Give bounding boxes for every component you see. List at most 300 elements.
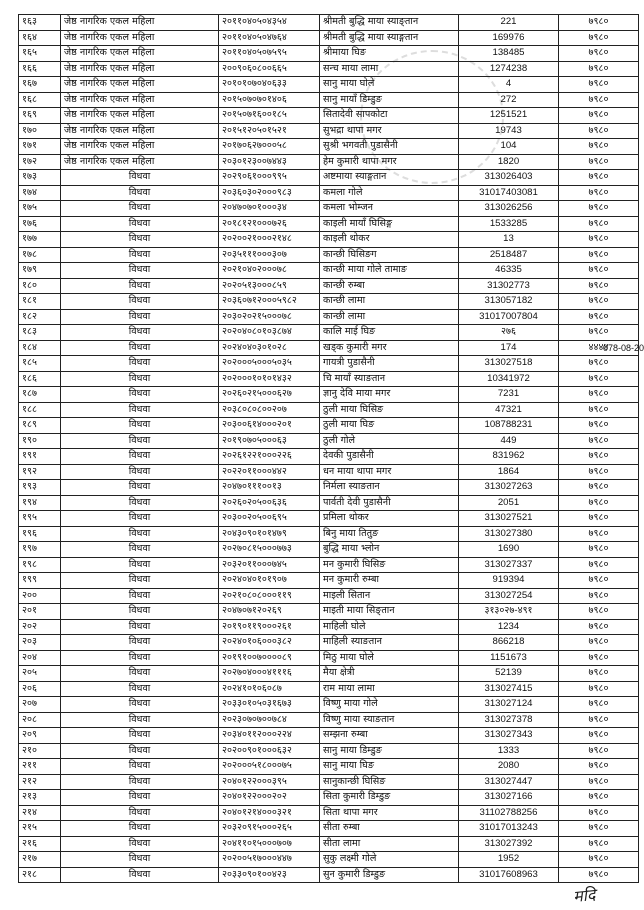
table-row bbox=[19, 123, 639, 139]
table-row bbox=[19, 108, 639, 124]
serial-number-cell: २११ bbox=[19, 759, 61, 775]
beneficiary-name-cell: सितादेवी सापकोटा bbox=[320, 108, 459, 124]
citizenship-number-cell: 47321 bbox=[459, 402, 559, 418]
beneficiary-name-cell: पार्वती देवी पुडासैनी bbox=[320, 495, 459, 511]
amount-cell: ७९८० bbox=[559, 573, 639, 589]
serial-number-cell: १९९ bbox=[19, 573, 61, 589]
identity-number-cell: २०१०१०७०४०६३३ bbox=[219, 77, 320, 93]
identity-number-cell: २०२०४०८०१०३८७४ bbox=[219, 325, 320, 341]
beneficiary-name-cell: देवकी पुडासैनी bbox=[320, 449, 459, 465]
serial-number-cell: १७४ bbox=[19, 185, 61, 201]
amount-cell: ७९८० bbox=[559, 511, 639, 527]
table-row bbox=[19, 139, 639, 155]
category-cell: विधवा bbox=[61, 542, 219, 558]
beneficiary-name-cell: धन माया थापा मगर bbox=[320, 464, 459, 480]
table-row bbox=[19, 309, 639, 325]
beneficiary-name-cell: सानु माया डिम्डुङ bbox=[320, 743, 459, 759]
identity-number-cell: २०११०४०५०४३५४ bbox=[219, 15, 320, 31]
citizenship-number-cell: 449 bbox=[459, 433, 559, 449]
category-cell: विधवा bbox=[61, 433, 219, 449]
table-row bbox=[19, 836, 639, 852]
amount-cell: ७९८० bbox=[559, 278, 639, 294]
identity-number-cell: २०२६०२०५००६३६ bbox=[219, 495, 320, 511]
citizenship-number-cell: 1274238 bbox=[459, 61, 559, 77]
table-row bbox=[19, 790, 639, 806]
amount-cell: ७९८० bbox=[559, 681, 639, 697]
beneficiary-name-cell: राम माया लामा bbox=[320, 681, 459, 697]
serial-number-cell: १८९ bbox=[19, 418, 61, 434]
identity-number-cell: २०४११०१५०००७०७ bbox=[219, 836, 320, 852]
amount-cell: ७९८० bbox=[559, 123, 639, 139]
citizenship-number-cell: 313027124 bbox=[459, 697, 559, 713]
handwritten-signature: मदि bbox=[571, 884, 596, 907]
citizenship-number-cell: 1952 bbox=[459, 852, 559, 868]
table-row bbox=[19, 232, 639, 248]
citizenship-number-cell: 2080 bbox=[459, 759, 559, 775]
beneficiary-name-cell: श्रीमती बुद्धि माया स्याङ्गतान bbox=[320, 30, 459, 46]
category-cell: विधवा bbox=[61, 511, 219, 527]
identity-number-cell: २०३३०१०५०३१६७३ bbox=[219, 697, 320, 713]
citizenship-number-cell: 831962 bbox=[459, 449, 559, 465]
serial-number-cell: १६५ bbox=[19, 46, 61, 62]
beneficiary-name-cell: सानुकान्छी घिसिङ bbox=[320, 774, 459, 790]
citizenship-number-cell: 19743 bbox=[459, 123, 559, 139]
table-row bbox=[19, 278, 639, 294]
amount-cell: ७९८० bbox=[559, 418, 639, 434]
beneficiary-name-cell: मिठु माया घोले bbox=[320, 650, 459, 666]
serial-number-cell: २१८ bbox=[19, 867, 61, 883]
amount-cell: ७९८० bbox=[559, 697, 639, 713]
identity-number-cell: २०२६१२२१०००२२६ bbox=[219, 449, 320, 465]
table-row bbox=[19, 247, 639, 263]
table-row bbox=[19, 30, 639, 46]
citizenship-number-cell: 31102788256 bbox=[459, 805, 559, 821]
citizenship-number-cell: 31302773 bbox=[459, 278, 559, 294]
citizenship-number-cell: 7231 bbox=[459, 387, 559, 403]
beneficiary-name-cell: कान्छी लामा bbox=[320, 309, 459, 325]
amount-cell: ७९८० bbox=[559, 759, 639, 775]
serial-number-cell: १७२ bbox=[19, 154, 61, 170]
category-cell: विधवा bbox=[61, 666, 219, 682]
beneficiary-name-cell: कान्छी माया गोले तामाङ bbox=[320, 263, 459, 279]
beneficiary-name-cell: कमला भोम्जन bbox=[320, 201, 459, 217]
category-cell: विधवा bbox=[61, 340, 219, 356]
citizenship-number-cell: 313027263 bbox=[459, 480, 559, 496]
beneficiary-name-cell: सुभद्रा थापा मगर bbox=[320, 123, 459, 139]
category-cell: विधवा bbox=[61, 325, 219, 341]
table-row bbox=[19, 588, 639, 604]
citizenship-number-cell: 4 bbox=[459, 77, 559, 93]
amount-cell: ७९८० bbox=[559, 309, 639, 325]
citizenship-number-cell: 1333 bbox=[459, 743, 559, 759]
amount-cell: ७९८० bbox=[559, 402, 639, 418]
amount-cell: ७९८० bbox=[559, 588, 639, 604]
identity-number-cell: २०१५१२०५०१५२१ bbox=[219, 123, 320, 139]
amount-cell: ७९८० bbox=[559, 433, 639, 449]
category-cell: विधवा bbox=[61, 418, 219, 434]
beneficiary-name-cell: चि मायाँ स्याङतान bbox=[320, 371, 459, 387]
identity-number-cell: २०१७०६२७०००५८ bbox=[219, 139, 320, 155]
citizenship-number-cell: 272 bbox=[459, 92, 559, 108]
serial-number-cell: १७९ bbox=[19, 263, 61, 279]
table-row bbox=[19, 46, 639, 62]
identity-number-cell: २०२१०४०२०००७८ bbox=[219, 263, 320, 279]
citizenship-number-cell: 1820 bbox=[459, 154, 559, 170]
table-row bbox=[19, 759, 639, 775]
table-row bbox=[19, 294, 639, 310]
serial-number-cell: २०९ bbox=[19, 728, 61, 744]
serial-number-cell: १९४ bbox=[19, 495, 61, 511]
identity-number-cell: २०२००५१७०००४४७ bbox=[219, 852, 320, 868]
table-row bbox=[19, 573, 639, 589]
amount-cell: ७९८० bbox=[559, 557, 639, 573]
table-row bbox=[19, 92, 639, 108]
amount-cell: ७९८० bbox=[559, 356, 639, 372]
table-row bbox=[19, 325, 639, 341]
citizenship-number-cell: 31017007804 bbox=[459, 309, 559, 325]
citizenship-number-cell: 31017608963 bbox=[459, 867, 559, 883]
category-cell: जेष्ठ नागरिक एकल महिला bbox=[61, 30, 219, 46]
amount-cell: ७९८० bbox=[559, 371, 639, 387]
amount-cell: ७९८० bbox=[559, 743, 639, 759]
amount-cell: ७९८० bbox=[559, 790, 639, 806]
identity-number-cell: २०२६०२१५०००६२७ bbox=[219, 387, 320, 403]
identity-number-cell: २०३८०८०८००२०७ bbox=[219, 402, 320, 418]
table-row bbox=[19, 619, 639, 635]
identity-number-cell: २०२०००५१८०००७५ bbox=[219, 759, 320, 775]
category-cell: विधवा bbox=[61, 201, 219, 217]
citizenship-number-cell: 313027166 bbox=[459, 790, 559, 806]
serial-number-cell: २०१ bbox=[19, 604, 61, 620]
citizenship-number-cell: 31017013243 bbox=[459, 821, 559, 837]
identity-number-cell: २०२४०४०३०१०२८ bbox=[219, 340, 320, 356]
amount-cell: ७९८० bbox=[559, 619, 639, 635]
serial-number-cell: २१५ bbox=[19, 821, 61, 837]
category-cell: विधवा bbox=[61, 759, 219, 775]
amount-cell: ७९८० bbox=[559, 294, 639, 310]
identity-number-cell: २०३००२०५००६९५ bbox=[219, 511, 320, 527]
identity-number-cell: २०४७०७०१०००३४ bbox=[219, 201, 320, 217]
category-cell: जेष्ठ नागरिक एकल महिला bbox=[61, 46, 219, 62]
table-row bbox=[19, 480, 639, 496]
amount-cell: ७९८० bbox=[559, 526, 639, 542]
amount-cell: ७९८० bbox=[559, 712, 639, 728]
citizenship-number-cell: 1151673 bbox=[459, 650, 559, 666]
serial-number-cell: २०७ bbox=[19, 697, 61, 713]
identity-number-cell: २०२७०८१५०००७७३ bbox=[219, 542, 320, 558]
category-cell: जेष्ठ नागरिक एकल महिला bbox=[61, 15, 219, 31]
beneficiary-name-cell: काइली थोकर bbox=[320, 232, 459, 248]
citizenship-number-cell: 52139 bbox=[459, 666, 559, 682]
citizenship-number-cell: 313027380 bbox=[459, 526, 559, 542]
citizenship-number-cell: 2051 bbox=[459, 495, 559, 511]
citizenship-number-cell: 2518487 bbox=[459, 247, 559, 263]
category-cell: विधवा bbox=[61, 170, 219, 186]
citizenship-number-cell: 221 bbox=[459, 15, 559, 31]
beneficiary-name-cell: बिनु माया तितुङ bbox=[320, 526, 459, 542]
table-row bbox=[19, 774, 639, 790]
table-row bbox=[19, 635, 639, 651]
citizenship-number-cell: 1533285 bbox=[459, 216, 559, 232]
serial-number-cell: २१४ bbox=[19, 805, 61, 821]
serial-number-cell: १९२ bbox=[19, 464, 61, 480]
table-row bbox=[19, 464, 639, 480]
identity-number-cell: २०२१०८०८०००११९ bbox=[219, 588, 320, 604]
category-cell: विधवा bbox=[61, 294, 219, 310]
beneficiary-name-cell: काइली मायाँ घिसिङ्ग bbox=[320, 216, 459, 232]
category-cell: विधवा bbox=[61, 805, 219, 821]
category-cell: विधवा bbox=[61, 232, 219, 248]
identity-number-cell: २०२२०११०००४४२ bbox=[219, 464, 320, 480]
serial-number-cell: २१६ bbox=[19, 836, 61, 852]
serial-number-cell: १८५ bbox=[19, 356, 61, 372]
citizenship-number-cell: 313027518 bbox=[459, 356, 559, 372]
category-cell: विधवा bbox=[61, 464, 219, 480]
table-row bbox=[19, 712, 639, 728]
table-row bbox=[19, 15, 639, 31]
amount-cell: ७९८० bbox=[559, 464, 639, 480]
beneficiary-name-cell: सीता लामा bbox=[320, 836, 459, 852]
identity-number-cell: २०२४१०१०६०८७ bbox=[219, 681, 320, 697]
table-row bbox=[19, 216, 639, 232]
amount-cell: ७९८० bbox=[559, 201, 639, 217]
citizenship-number-cell: 313027447 bbox=[459, 774, 559, 790]
serial-number-cell: २१२ bbox=[19, 774, 61, 790]
beneficiary-name-cell: खड्क कुमारी मगर bbox=[320, 340, 459, 356]
serial-number-cell: १८८ bbox=[19, 402, 61, 418]
beneficiary-name-cell: श्रीमती बुद्धि माया स्याङ्तान bbox=[320, 15, 459, 31]
identity-number-cell: २०३६०३०२०००९८३ bbox=[219, 185, 320, 201]
serial-number-cell: २१३ bbox=[19, 790, 61, 806]
serial-number-cell: १७८ bbox=[19, 247, 61, 263]
citizenship-number-cell: 169976 bbox=[459, 30, 559, 46]
serial-number-cell: २०६ bbox=[19, 681, 61, 697]
category-cell: विधवा bbox=[61, 852, 219, 868]
serial-number-cell: १९५ bbox=[19, 511, 61, 527]
table-row bbox=[19, 557, 639, 573]
amount-cell: ७९८० bbox=[559, 170, 639, 186]
serial-number-cell: १९६ bbox=[19, 526, 61, 542]
amount-cell: ७९८० bbox=[559, 867, 639, 883]
serial-number-cell: १६६ bbox=[19, 61, 61, 77]
identity-number-cell: २०२३०७०७००७८४ bbox=[219, 712, 320, 728]
citizenship-number-cell: २७६ bbox=[459, 325, 559, 341]
table-row bbox=[19, 805, 639, 821]
table-row bbox=[19, 666, 639, 682]
category-cell: जेष्ठ नागरिक एकल महिला bbox=[61, 154, 219, 170]
table-row bbox=[19, 418, 639, 434]
serial-number-cell: १६३ bbox=[19, 15, 61, 31]
identity-number-cell: २०२०५१३०००८५९ bbox=[219, 278, 320, 294]
beneficiary-name-cell: विष्णु माया स्याङतान bbox=[320, 712, 459, 728]
identity-number-cell: २०२०००५०००५०३५ bbox=[219, 356, 320, 372]
category-cell: विधवा bbox=[61, 728, 219, 744]
beneficiary-name-cell: ठुली गोले bbox=[320, 433, 459, 449]
category-cell: विधवा bbox=[61, 309, 219, 325]
identity-number-cell: २०११०४०५०७५९५ bbox=[219, 46, 320, 62]
category-cell: जेष्ठ नागरिक एकल महिला bbox=[61, 77, 219, 93]
identity-number-cell: २०१९०११९०००२६१ bbox=[219, 619, 320, 635]
amount-cell: ७९८० bbox=[559, 387, 639, 403]
identity-number-cell: २०३४०११२०००२२४ bbox=[219, 728, 320, 744]
identity-number-cell: २०३५१११०००३०७ bbox=[219, 247, 320, 263]
serial-number-cell: २१० bbox=[19, 743, 61, 759]
identity-number-cell: २०१५०७०७०१४०६ bbox=[219, 92, 320, 108]
identity-number-cell: २०१९१००७००००८९ bbox=[219, 650, 320, 666]
table-row bbox=[19, 402, 639, 418]
category-cell: विधवा bbox=[61, 836, 219, 852]
citizenship-number-cell: 31017403081 bbox=[459, 185, 559, 201]
identity-number-cell: २०४०१२२०००३९५ bbox=[219, 774, 320, 790]
category-cell: विधवा bbox=[61, 402, 219, 418]
amount-cell: ७९८० bbox=[559, 232, 639, 248]
beneficiary-name-cell: कान्छी रुम्बा bbox=[320, 278, 459, 294]
citizenship-number-cell: ३१३०२७-४९१ bbox=[459, 604, 559, 620]
citizenship-number-cell: 313057182 bbox=[459, 294, 559, 310]
amount-cell: ७९८० bbox=[559, 650, 639, 666]
citizenship-number-cell: 1690 bbox=[459, 542, 559, 558]
beneficiary-name-cell: प्रमिला थोकर bbox=[320, 511, 459, 527]
serial-number-cell: १९३ bbox=[19, 480, 61, 496]
category-cell: विधवा bbox=[61, 774, 219, 790]
serial-number-cell: १७७ bbox=[19, 232, 61, 248]
table-row bbox=[19, 449, 639, 465]
category-cell: विधवा bbox=[61, 216, 219, 232]
beneficiary-name-cell: ज्ञानु देवि माया मगर bbox=[320, 387, 459, 403]
amount-cell: ७९८० bbox=[559, 495, 639, 511]
amount-cell: ७९८० bbox=[559, 77, 639, 93]
category-cell: विधवा bbox=[61, 650, 219, 666]
amount-cell: ४४४४ 078-08-20 bbox=[559, 340, 639, 356]
identity-number-cell: २०३२०९१५०००२६५ bbox=[219, 821, 320, 837]
serial-number-cell: २०० bbox=[19, 588, 61, 604]
serial-number-cell: १६४ bbox=[19, 30, 61, 46]
serial-number-cell: १६७ bbox=[19, 77, 61, 93]
citizenship-number-cell: 13 bbox=[459, 232, 559, 248]
citizenship-number-cell: 108788231 bbox=[459, 418, 559, 434]
amount-cell: ७९८० bbox=[559, 15, 639, 31]
citizenship-number-cell: 10341972 bbox=[459, 371, 559, 387]
beneficiary-name-cell: विष्णु माया गोले bbox=[320, 697, 459, 713]
beneficiary-name-cell: हेम कुमारी थापा मगर bbox=[320, 154, 459, 170]
serial-number-cell: १७१ bbox=[19, 139, 61, 155]
category-cell: विधवा bbox=[61, 247, 219, 263]
category-cell: विधवा bbox=[61, 185, 219, 201]
amount-cell: ७९८० bbox=[559, 635, 639, 651]
amount-cell: ७९८० bbox=[559, 805, 639, 821]
amount-cell: ७९८० bbox=[559, 154, 639, 170]
serial-number-cell: १८४ bbox=[19, 340, 61, 356]
category-cell: जेष्ठ नागरिक एकल महिला bbox=[61, 123, 219, 139]
amount-cell: ७९८० bbox=[559, 92, 639, 108]
category-cell: जेष्ठ नागरिक एकल महिला bbox=[61, 61, 219, 77]
amount-cell: ७९८० bbox=[559, 836, 639, 852]
beneficiary-name-cell: सन्च माया लामा bbox=[320, 61, 459, 77]
beneficiary-name-cell: ठुली माया घिङ bbox=[320, 418, 459, 434]
identity-number-cell: २०२४०१०६०००३८२ bbox=[219, 635, 320, 651]
category-cell: विधवा bbox=[61, 449, 219, 465]
amount-cell: ७९८० bbox=[559, 61, 639, 77]
category-cell: जेष्ठ नागरिक एकल महिला bbox=[61, 139, 219, 155]
amount-cell: ७९८० bbox=[559, 604, 639, 620]
serial-number-cell: १८० bbox=[19, 278, 61, 294]
amount-cell: ७९८० bbox=[559, 852, 639, 868]
table-row bbox=[19, 371, 639, 387]
identity-number-cell: २०११०४०५०४७६४ bbox=[219, 30, 320, 46]
beneficiary-name-cell: गायत्री पुडासैनी bbox=[320, 356, 459, 372]
table-row bbox=[19, 61, 639, 77]
citizenship-number-cell: 313027415 bbox=[459, 681, 559, 697]
citizenship-number-cell: 46335 bbox=[459, 263, 559, 279]
table-row bbox=[19, 743, 639, 759]
amount-cell: ७९८० bbox=[559, 247, 639, 263]
beneficiary-name-cell: मन कुमारी घिसिङ bbox=[320, 557, 459, 573]
serial-number-cell: १६९ bbox=[19, 108, 61, 124]
serial-number-cell: २०५ bbox=[19, 666, 61, 682]
amount-cell: ७९८० bbox=[559, 542, 639, 558]
beneficiary-table bbox=[18, 14, 644, 883]
identity-number-cell: २०२७०४०००४१११६ bbox=[219, 666, 320, 682]
beneficiary-name-cell: माइती माया सिङ्तान bbox=[320, 604, 459, 620]
beneficiary-name-cell: अष्टमाया स्याङ्गतान bbox=[320, 170, 459, 186]
serial-number-cell: १९७ bbox=[19, 542, 61, 558]
table-row bbox=[19, 681, 639, 697]
table-row bbox=[19, 867, 639, 883]
table-row bbox=[19, 340, 639, 356]
citizenship-number-cell: 174 bbox=[459, 340, 559, 356]
table-body bbox=[19, 15, 644, 883]
serial-number-cell: १७० bbox=[19, 123, 61, 139]
amount-cell: ७९८० bbox=[559, 480, 639, 496]
identity-number-cell: २०३२०११०००७४५ bbox=[219, 557, 320, 573]
amount-cell: ७९८० bbox=[559, 216, 639, 232]
citizenship-number-cell: 104 bbox=[459, 139, 559, 155]
category-cell: विधवा bbox=[61, 681, 219, 697]
amount-cell: ७९८० bbox=[559, 728, 639, 744]
identity-number-cell: २०१५०७१६००१८५ bbox=[219, 108, 320, 124]
amount-cell: ७९८० bbox=[559, 666, 639, 682]
category-cell: विधवा bbox=[61, 371, 219, 387]
beneficiary-name-cell: बुद्धि माया भ्लोन bbox=[320, 542, 459, 558]
identity-number-cell: २०४७०१११००१३ bbox=[219, 480, 320, 496]
citizenship-number-cell: 866218 bbox=[459, 635, 559, 651]
beneficiary-name-cell: सुकु लक्ष्मी गोले bbox=[320, 852, 459, 868]
serial-number-cell: १७३ bbox=[19, 170, 61, 186]
amount-cell: ७९८० bbox=[559, 449, 639, 465]
identity-number-cell: २०४०१२१४०००३२१ bbox=[219, 805, 320, 821]
amount-cell: ७९८० bbox=[559, 139, 639, 155]
table-row bbox=[19, 185, 639, 201]
category-cell: विधवा bbox=[61, 604, 219, 620]
serial-number-cell: २०२ bbox=[19, 619, 61, 635]
citizenship-number-cell: 313026256 bbox=[459, 201, 559, 217]
identity-number-cell: २००९०६०८००६६५ bbox=[219, 61, 320, 77]
beneficiary-name-cell: सिता थापा मगर bbox=[320, 805, 459, 821]
category-cell: विधवा bbox=[61, 526, 219, 542]
serial-number-cell: १९० bbox=[19, 433, 61, 449]
identity-number-cell: २०४७०७१२०२६९ bbox=[219, 604, 320, 620]
table-row bbox=[19, 821, 639, 837]
beneficiary-name-cell: मैया क्षेत्री bbox=[320, 666, 459, 682]
beneficiary-name-cell: सुश्री भगवती पुडासैनी bbox=[320, 139, 459, 155]
category-cell: विधवा bbox=[61, 557, 219, 573]
citizenship-number-cell: 919394 bbox=[459, 573, 559, 589]
beneficiary-name-cell: कमला गोले bbox=[320, 185, 459, 201]
table-row bbox=[19, 77, 639, 93]
citizenship-number-cell: 313026403 bbox=[459, 170, 559, 186]
amount-cell: ७९८० bbox=[559, 185, 639, 201]
serial-number-cell: २१७ bbox=[19, 852, 61, 868]
